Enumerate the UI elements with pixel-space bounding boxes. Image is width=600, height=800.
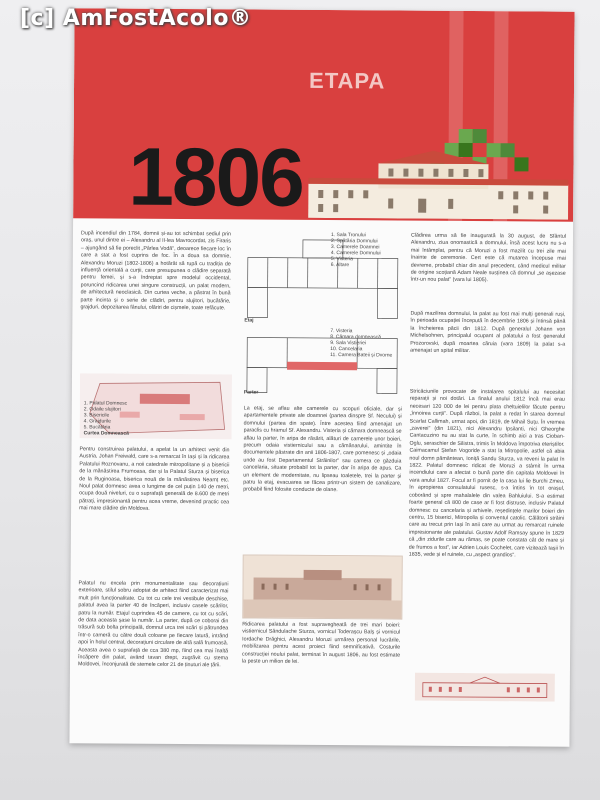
palace-illustration xyxy=(308,128,569,220)
exhibition-poster xyxy=(69,8,574,746)
text-block-occupation: După mazilirea domnului, la palat au fost mai mulți generali ruși, în perioada ocupației începută în decembrie 1806 și întinsă până la încheierea păcii din 1812. După generalul Johann von Michelsohnen, principalul ocupant al palatului a fost generalul Prozorovski, după moartea căruia (vara 1809) la palat s-a amenajat un spital militar. xyxy=(410,310,566,355)
text-block-rooms: La etaj, se aflau alte camerele cu scopuri oficiale, dar și apartamentele private ale doamnei (partea dinspre Sf. Necului) și domnului (partea din spate). Între acestea fiind amenajat un paraclis cu hramul Sf. Alexandru. Visteria și cămara domnească se aflau la parter, în aripa de răsărit, alături de camerele unor boieri, precum odaia vistiernicului sau a cămănarului, amintite în documentele păstrate din anii 1806-1807, care pomenesc și „odaia unde au fost Departamentul Străinilor" sau camera ce găzduia cancelaria, situate probabil tot la parter, dar în aripa de apus. Ca un element de modernitate, nu lipseau toaletele, trei la parter și patru la etaj, evacuarea se făcea printr-un sistem de canalizare, probabil fiind folosite conducte de olane. xyxy=(243,405,402,494)
text-block-intro: După incendiul din 1784, domnii și-au tot schimbat sediul prin oraș, unul dintre ei – Alexandru al II-lea Mavrocordat, zis Firaris – ajungând să fie poreclit „Pârlea Vodă", deoarece fiecare loc în care a stat a fost cuprins de foc. În a doua sa domnie, Alexandru Moruzi (1802-1806) a hotărât să rupă cu tradiția de influență orientală a curții, care presupunea o clădire separată pentru femei, și s-a îndreptat spre modelul occidental, poruncind ridicarea unei singure construcții, un palat modern, de arhitectură neoclasică. Din curtea veche, a păstrat în bună parte incinta și o serie de clădiri, pentru slujitori, bucătărie, grajduri, depozitarea fânului, olăriri de cișmele, toate refăcute. xyxy=(80,230,232,312)
text-block-inauguration: Clădirea urma să fie inaugurată la 30 august, de Sfântul Alexandru, ziua onomastică a domnului, însă acest lucru nu s-a mai întâmplat, pentru că Moruzi a fost mazilit cu trei zile mai înainte de ceremonie. Cert este că mutarea începuse mai devreme, probabil chiar din anul precedent, când medicul militar de origine scoțiană Adam Neale susținea că domnul „se așezase într-un nou palat" (vara lui 1805). xyxy=(410,232,567,284)
palace-engraving xyxy=(242,554,402,619)
text-block-interior: Palatul nu excela prin monumentalitate sau decorațiuni exterioare, stilul sobru adoptat de arhitect fiind caracterizat mai mult prin funcționalitate. Cu tot cu cele trei vestibule deschise, palatul avea la parter 40 de încăperi, inclusiv casele scărilor, patru la număr. Etajul cuprindea 45 de camere, cu tot cu scări, de data aceasta șase la număr. La parter, după ce coborai din trăsură sub bolta principală, domnul urca trei scări și pătrundea într-o cameră cu către două coloane pe fiecare latură, intrând apoi în holul central, decorațiuni circulare de altă sală frumoasă. Aceasta avea o suprafață de cca 380 mp, fiind cea mai înaltă încăpere din palat, având tavan drept, zugrăvit cu stema Moldovei, înconjurată de stemele celor 21 de ținuturi ale țării. xyxy=(77,580,229,669)
year-heading: 1806 xyxy=(128,131,304,224)
watermark: [c] AmFostAcolo® xyxy=(20,6,252,31)
legend-etaj: 1. Sala Tronului 2. Spătăria Domnului 3. Camerele Doamnei 4. Camerele Domnului 5. Visteria 6. Altare xyxy=(330,232,381,269)
poster-banner xyxy=(73,8,574,224)
plan-parter-label: Parter xyxy=(243,389,259,396)
palace-facade-drawing xyxy=(415,673,555,702)
courtyard-caption: Curtea Domnească xyxy=(83,430,129,437)
courtyard-legend: 1. Palatul Domnesc 2. Odaile slujitori 3. Bisericile 4. Grajdurile 5. Bucătăria xyxy=(83,400,128,431)
etapa-heading: ETAPA xyxy=(308,67,386,94)
plan-etaj-label: Etaj xyxy=(244,317,254,324)
text-block-construction: Ridicarea palatului a fost supravegheată de trei mari boieri: vistiernicul Săndulache Sturza, vornicul Toderașcu Balș și vornicul Iordache Drăghici, Alexandru Moruzi urmărea personal lucrările, mobilizarea pentru acest proiect fiind semnificativă. Costurile construcției noului palat, terminat în august 1806, au fost estimate la peste un milion de lei. xyxy=(241,621,401,665)
text-block-fire: Stricăciunile provocate de instalarea spitalului au necesitat reparații și noi dotări. La finalul anului 1812 încă mai erau necesari 120 000 de lei pentru plata cheltuielilor făcute pentru „înnoirea curții". După război, la palat a redat în starea domnul Scarlat Callimah, urmat apoi, din 1819, de Mihail Suțu. În vremea „zaverei" (din 1821), nici Alexandru Ipsilanti, nici Gheorghe Cantacuzino nu au stat la curte, în schimb aici a tras Cioban-Oglu, seraschier de Silistra, trimis în Moldova împotriva eteriștilor. Caimacamul Ștefan Vogoride a stat la Mitropolie, astfel că abia noul domn pământean, Ioniță Sandu Sturza, va reveni la palat în 1822. Palatul domnesc ridicat de Moruzi a stârnit în urma incendiului care a afectat o bună parte din capitala Moldovei în vara anului 1827. Focul ar fi pornit de la casa lui lie Burchi Zmeu, în apropierea consulatului rusesc, s-a întins în tot orașul, coborând și spre mahalalele din valea Bahluiului. S-a estimat foarte general că 800 de case ar fi fost distruse, inclusiv Palatul domnesc cu cancelaria și arhivele, reședințele marilor boieri din centru, 15 biserici, Mitropolia și conventul catolic. Călătorii străini care au trecut prin Iași în anii care au urmat au remarcat ruinele impresionante ale palatului. Gustav Adolf Ramsay spune în 1829 că „din zidurile care au rămas, se poate constata cât de mare și de frumos a fost", iar Adrien Louis Cochelet, care vizitează Iașii în 1835, vede și el ruinele, cu „aspect grandios". xyxy=(408,388,565,559)
legend-parter: 7. Visteria 8. Cămara domnească 9. Sala Vistieriei 10. Cancelaria 11. Camera Bateii și Dvorne xyxy=(330,328,393,359)
text-block-architect: Pentru construirea palatului, a apelat la un arhitect venit din Austria, Johan Freiwald, care s-a remarcat în Iași și la ridicarea Palatului Roznovanu, a noii catedrale mitropolitane și a bisericii de la mănăstirea Frumoasa, dar și la Palatul Sturza și biserica de la Ruginoasa, biserica nouă de la mănăstirea Neamț etc. Noul palat domnesc avea o lungime de cel puțin 140 de metri, ocupa două niveluri, cu o suprafață generală de 8.600 de metri pătrați, impresionantă pentru acea vreme, devenind practic cea mai mare clădire din Moldova. xyxy=(79,446,230,513)
